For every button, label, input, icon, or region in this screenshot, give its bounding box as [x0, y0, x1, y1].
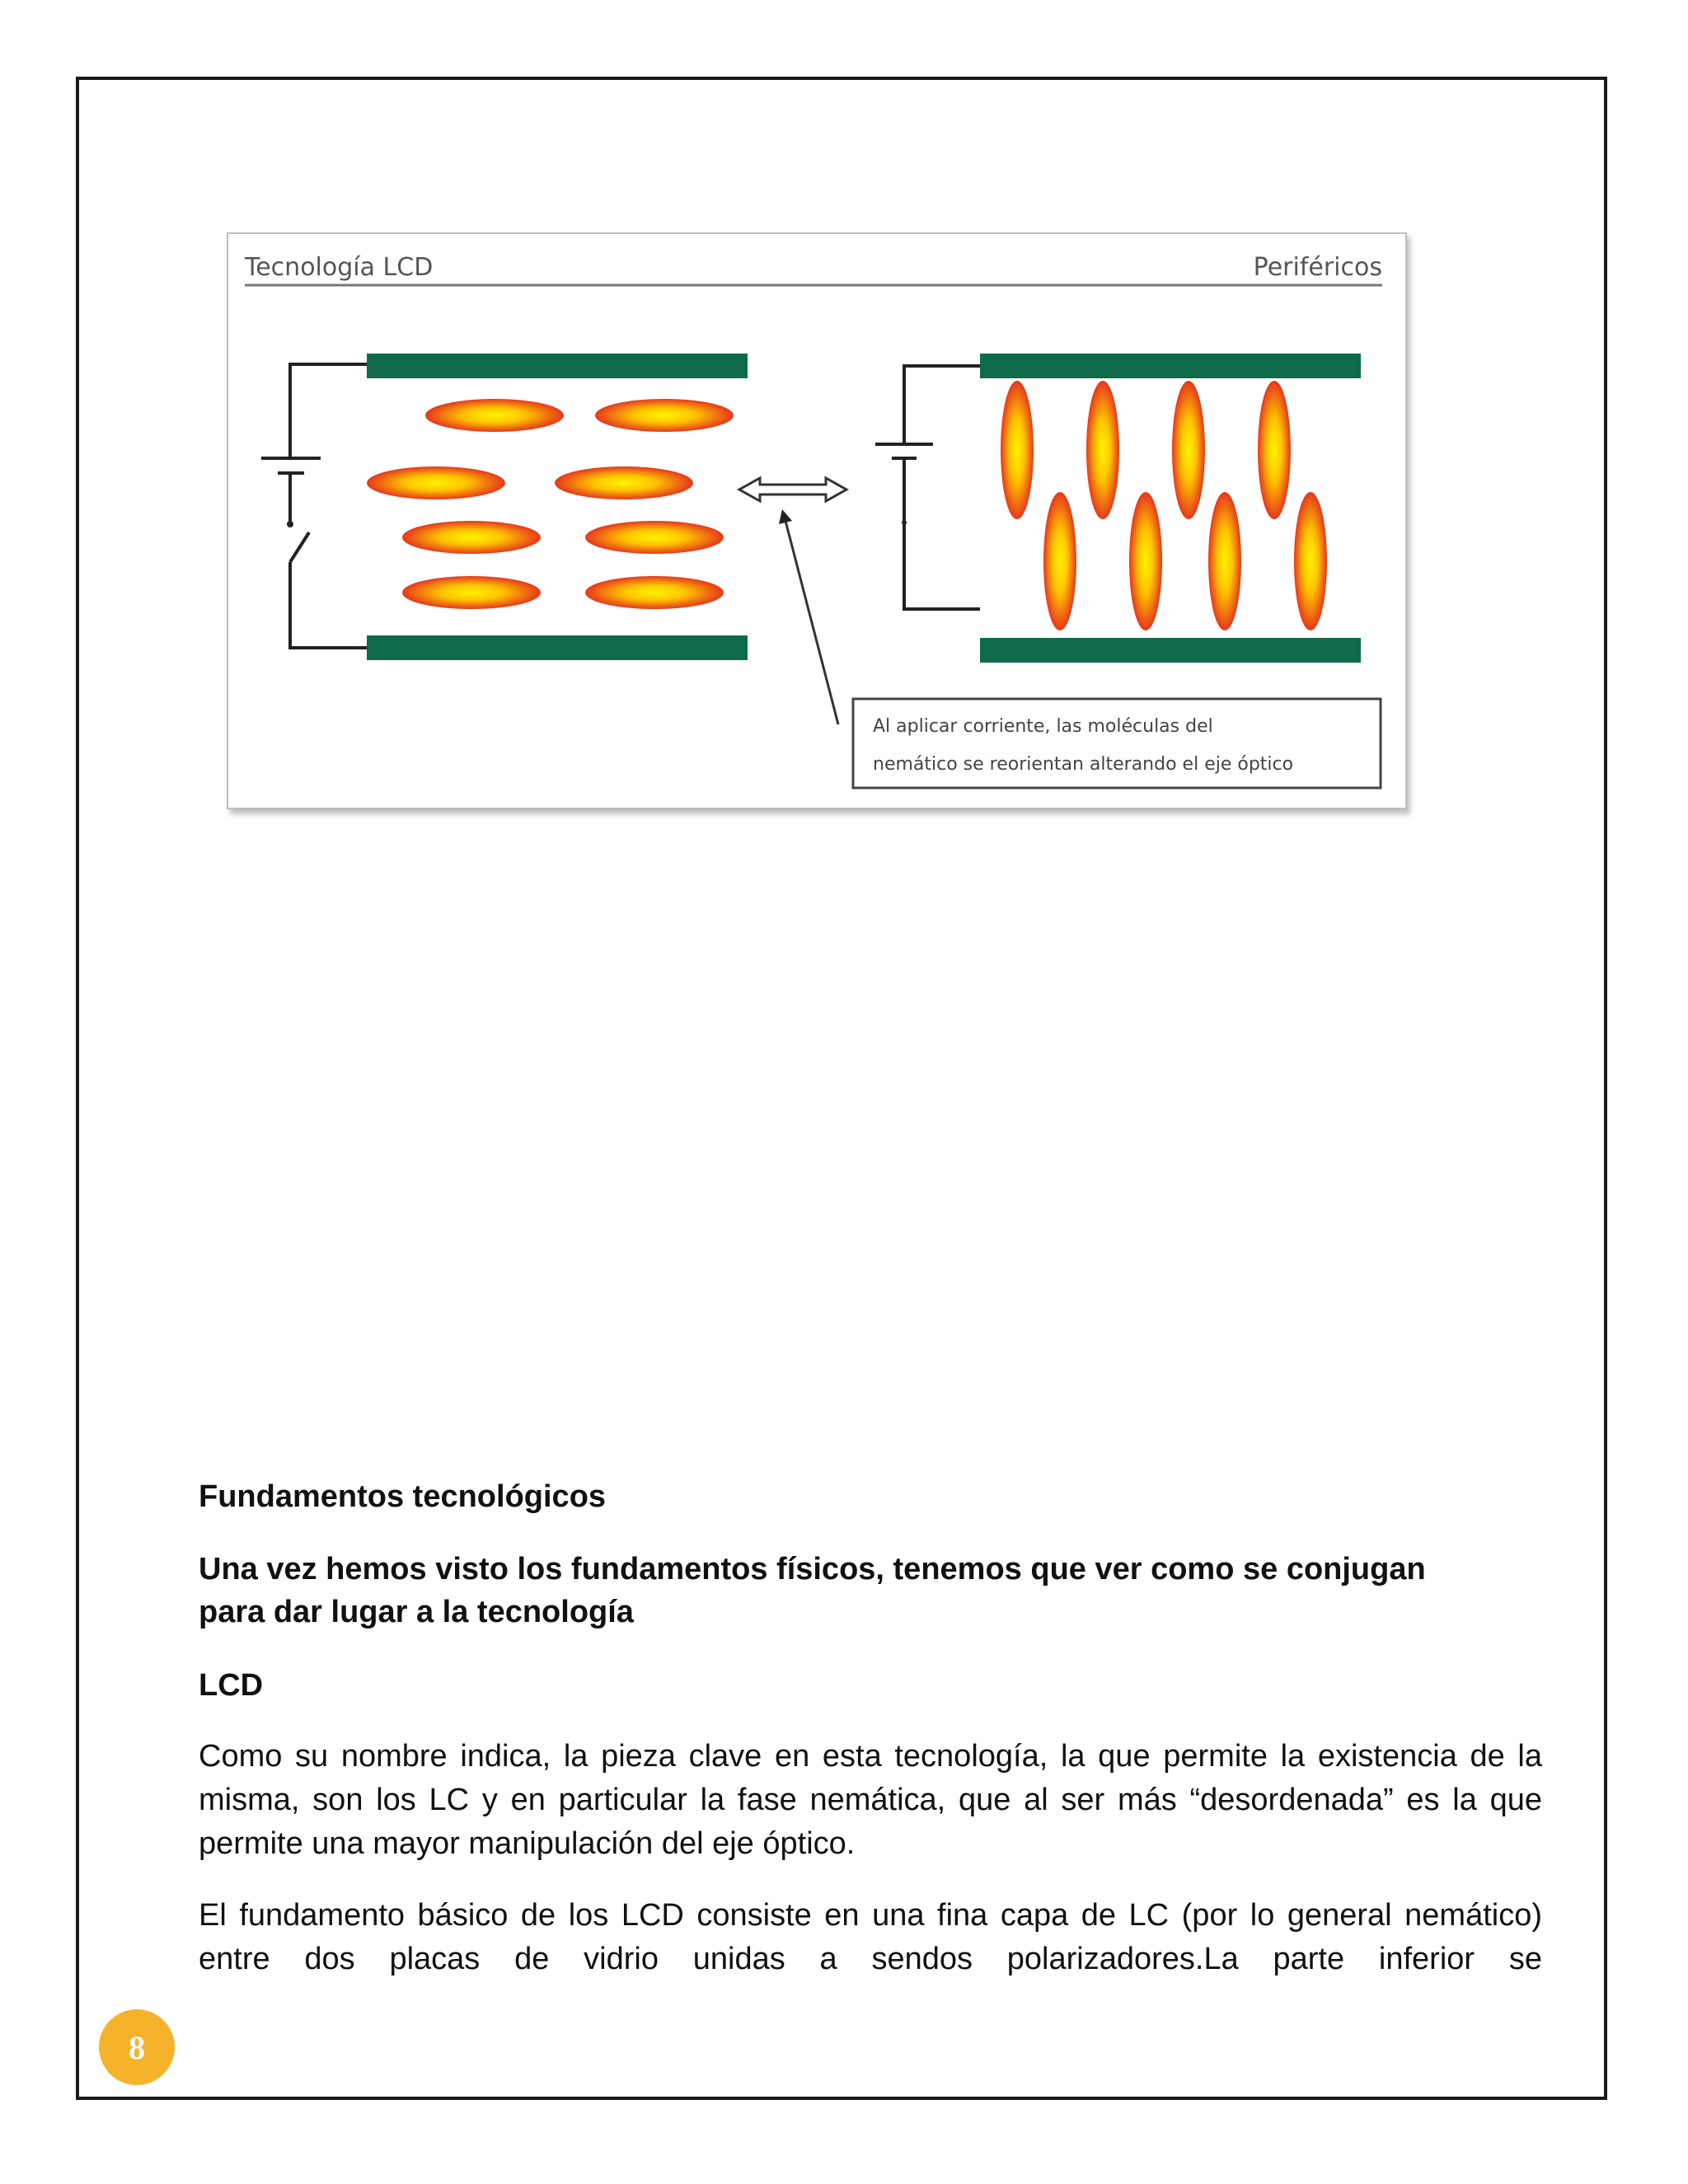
paragraph-1	[199, 1735, 1542, 1866]
molecule-horizontal	[367, 466, 505, 499]
lcd-heading	[199, 1664, 1542, 1707]
molecule-vertical	[1258, 381, 1291, 519]
paragraph-2	[199, 1894, 1542, 1981]
molecule-vertical	[1086, 381, 1119, 519]
heading-lcd: LCD	[199, 1668, 264, 1703]
molecule-horizontal	[402, 521, 541, 554]
heading-fundamentos: Fundamentos tecnológicos	[199, 1479, 607, 1514]
molecule-vertical	[1001, 381, 1034, 519]
page-number-badge: 8	[99, 2009, 175, 2085]
molecule-vertical	[1208, 492, 1241, 630]
right-circuit-wire-bottom	[904, 458, 980, 609]
intro-heading	[199, 1548, 1542, 1633]
transition-double-arrow	[739, 478, 846, 501]
molecule-vertical	[1172, 381, 1205, 519]
right-bottom-plate	[980, 638, 1361, 663]
paragraph-1-text: Como su nombre indica, la pieza clave en esta tecnología, la que permite la existencia de la misma, son los LC y en particular la fase nemática, que al ser más “desordenada” es la que permite una mayor manipulación del eje óptico.	[199, 1739, 1542, 1861]
lcd-technology-figure	[227, 232, 1407, 809]
left-bottom-plate	[367, 635, 748, 660]
molecule-vertical	[1043, 492, 1076, 630]
caption-line-2: nemático se reorientan alterando el eje óptico	[873, 754, 1294, 775]
molecule-horizontal	[555, 466, 693, 499]
molecule-horizontal	[595, 399, 734, 432]
figure-header-left: Tecnología LCD	[245, 253, 434, 282]
molecule-horizontal	[402, 576, 541, 609]
intro-line-2: para dar lugar a la tecnología	[199, 1595, 634, 1629]
right-circuit-wire-top	[904, 366, 980, 444]
molecule-vertical	[1294, 492, 1327, 630]
molecule-horizontal	[425, 399, 564, 432]
right-top-plate	[980, 354, 1361, 378]
right-switch-closed	[902, 520, 907, 525]
intro-line-1: Una vez hemos visto los fundamentos físicos, tenemos que ver como se conjugan	[199, 1552, 1426, 1586]
molecule-horizontal	[585, 576, 724, 609]
molecule-vertical	[1129, 492, 1162, 630]
left-switch-open	[290, 532, 309, 562]
left-circuit-wire-bottom	[290, 562, 367, 648]
section-heading	[199, 1475, 1542, 1518]
left-switch-pivot	[287, 521, 293, 527]
molecule-horizontal	[585, 521, 724, 554]
caption-pointer-head	[779, 509, 792, 524]
lcd-diagram	[228, 234, 1407, 809]
figure-header-right: Periféricos	[1253, 253, 1382, 282]
left-top-plate	[367, 354, 748, 378]
left-circuit-wire-top	[290, 364, 367, 458]
paragraph-2-text: El fundamento básico de los LCD consiste en una fina capa de LC (por lo general nemático) entre dos placas de vidrio unidas a sendos polarizadores.La parte inferior se	[199, 1898, 1542, 1976]
caption-pointer-line	[785, 521, 838, 724]
caption-line-1: Al aplicar corriente, las moléculas del	[873, 716, 1213, 737]
